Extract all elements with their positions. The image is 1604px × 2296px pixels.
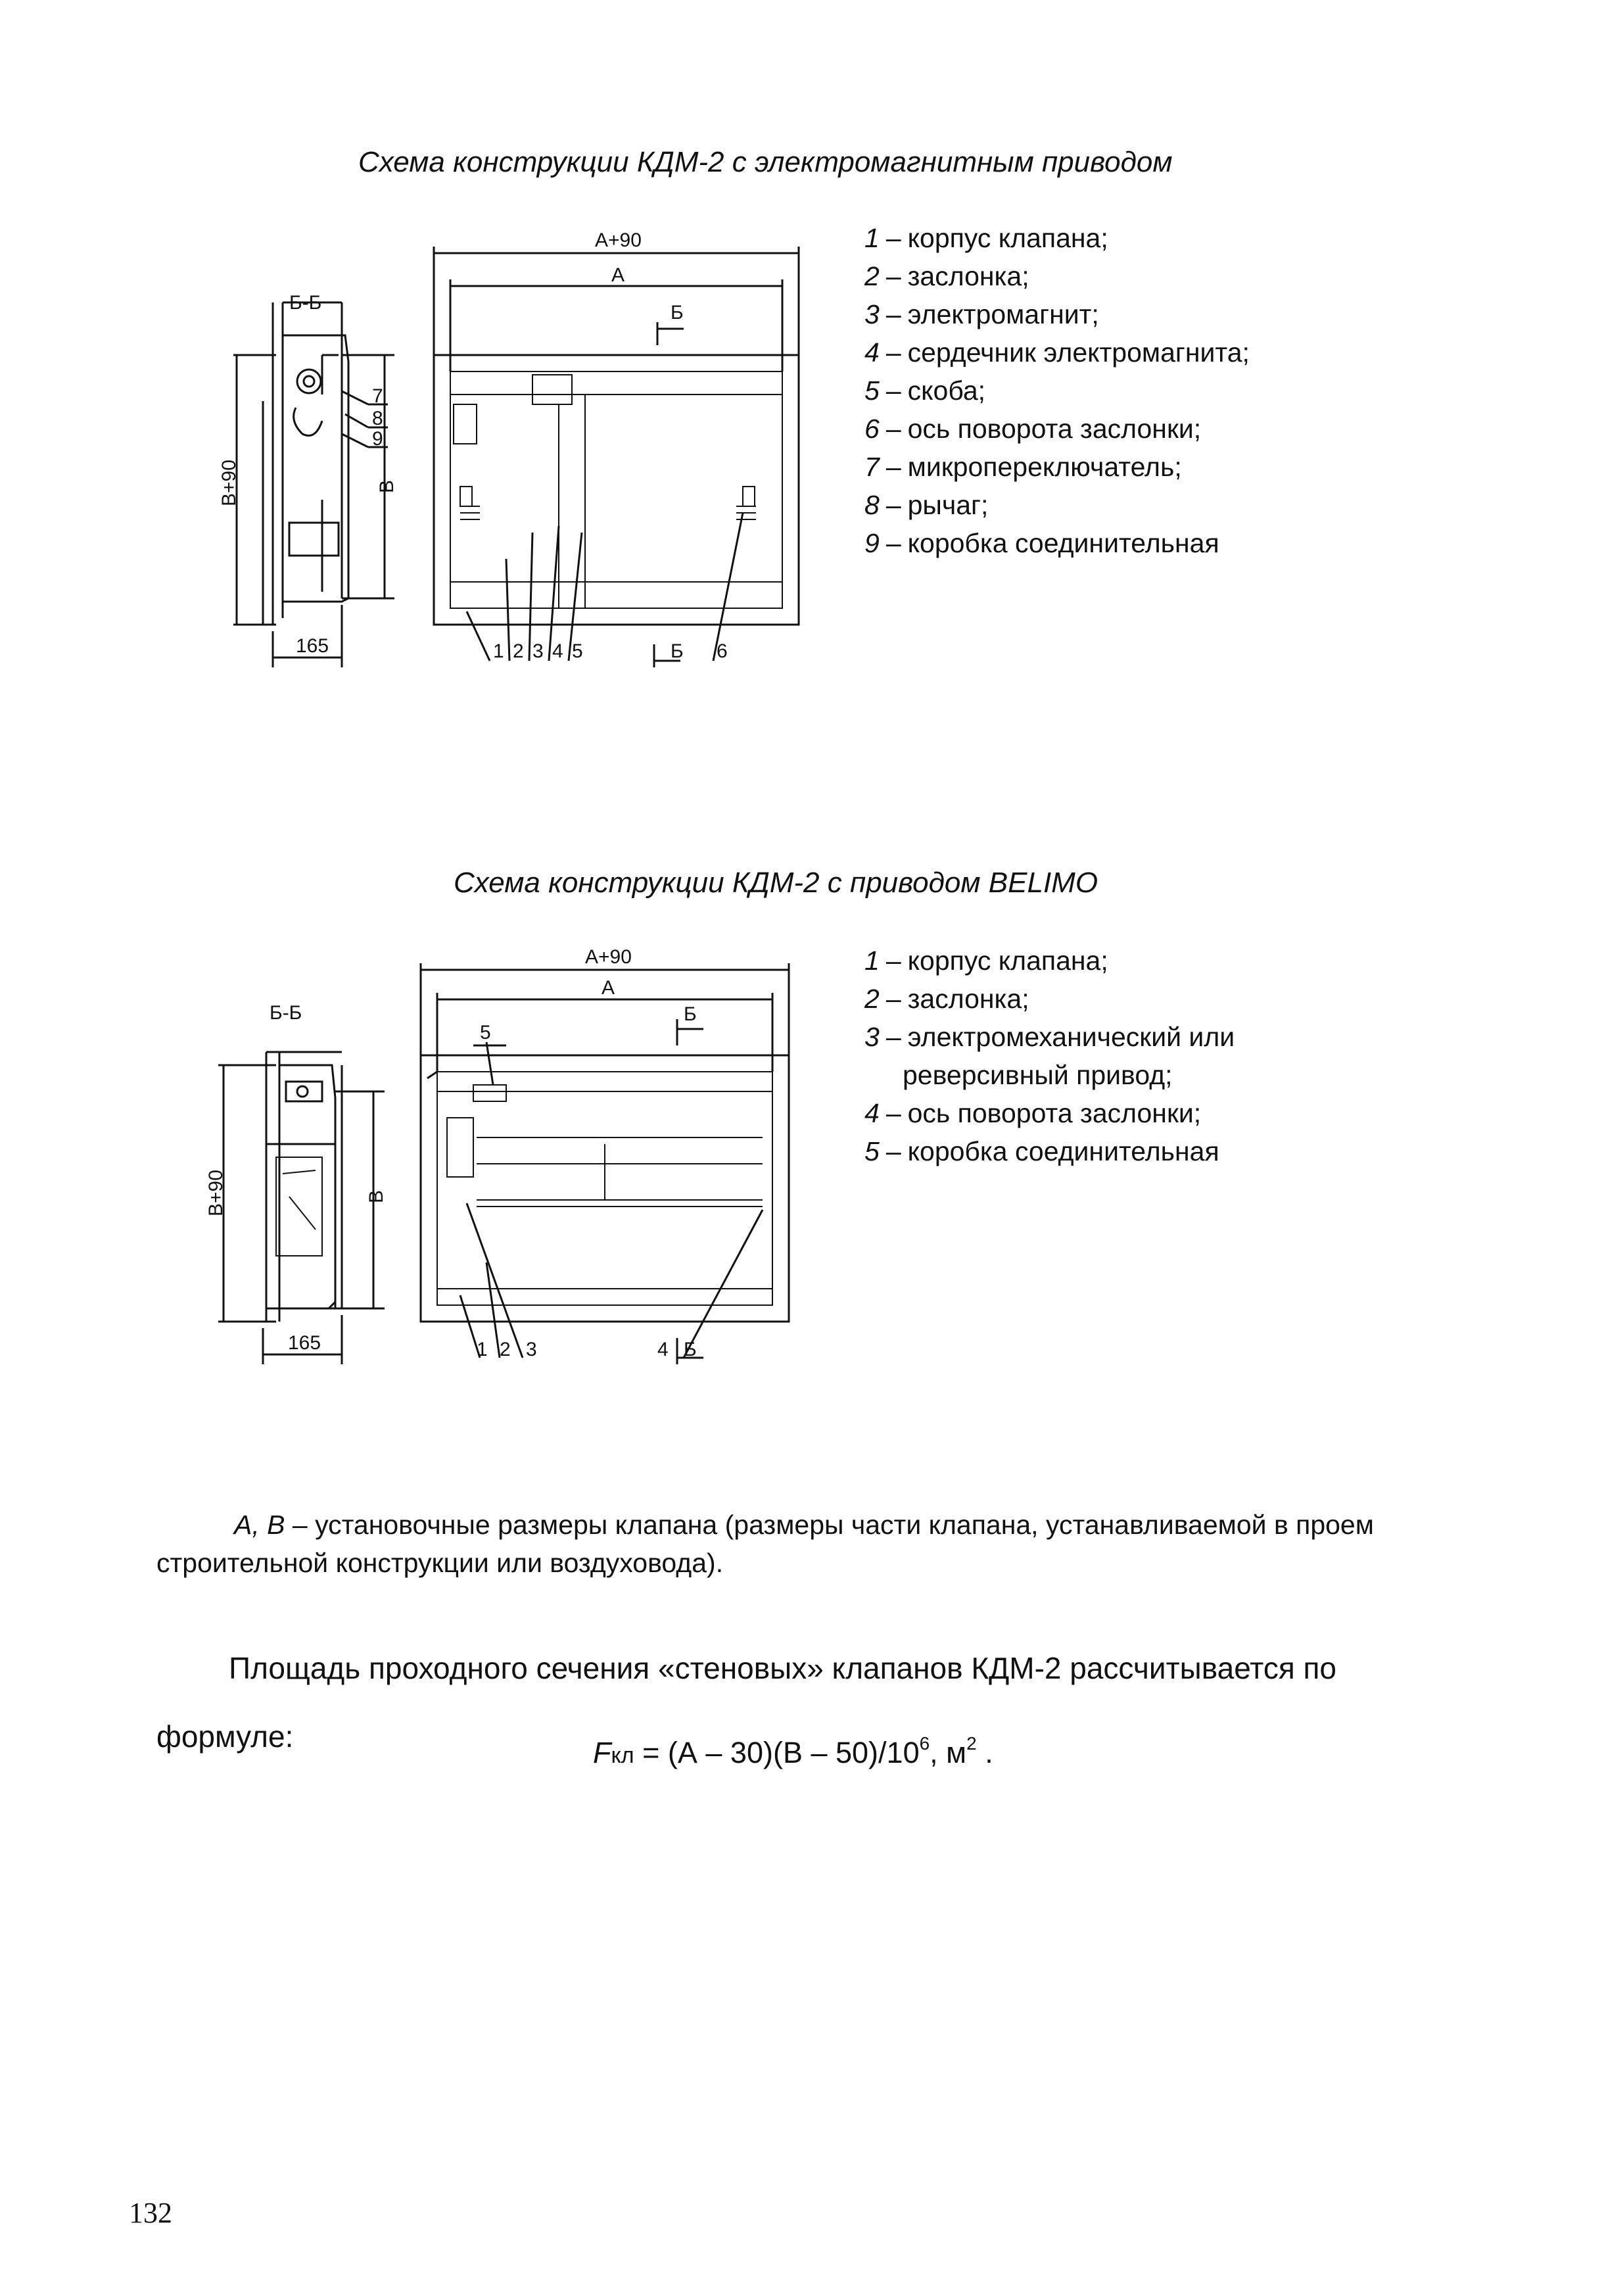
legend-number: 5 <box>864 375 880 406</box>
legend-item: 4 – сердечник электромагнита; <box>864 337 1250 368</box>
legend-text: коробка соединительная <box>907 528 1219 558</box>
legend-number: 2 <box>864 984 880 1014</box>
legend-text: электромагнит; <box>907 299 1099 329</box>
legend-item <box>864 1056 1235 1094</box>
legend-number: 4 <box>864 337 880 368</box>
legend-number: 7 <box>864 452 880 482</box>
diagram1-dim-width: А <box>611 264 625 286</box>
diagram1-section-mark: Б <box>671 302 684 323</box>
diagram1-callout-4: 4 <box>552 640 563 662</box>
dimensions-note: А, В – установочные размеры клапана (размеры части клапана, устанавливаемой в проем строительной конструкции или воздуховода). <box>156 1510 1374 1578</box>
legend-number: 1 <box>864 945 880 976</box>
legend-item: 9 – коробка соединительная <box>864 528 1219 558</box>
legend-item: 4 – ось поворота заслонки; <box>864 1098 1202 1128</box>
diagram1-dim-total-height: В+90 <box>218 460 240 506</box>
formula-body: = (А – 30)(В – 50)/10 <box>634 1736 920 1769</box>
legend-text: микропереключатель; <box>907 452 1182 482</box>
diagram2-drawing <box>205 940 835 1387</box>
diagram2-front-view <box>421 963 789 1364</box>
legend-text: ось поворота заслонки; <box>907 414 1202 444</box>
legend-text: корпус клапана; <box>907 223 1108 253</box>
legend-number: 4 <box>864 1098 880 1128</box>
legend-text: реверсивный привод; <box>903 1060 1173 1090</box>
diagram2-section-mark: Б <box>684 1003 697 1025</box>
legend-text: электромеханический или <box>907 1022 1235 1052</box>
legend-number: 3 <box>864 299 880 329</box>
diagram2-caption: Схема конструкции КДМ-2 с приводом BELIMO <box>454 867 1098 899</box>
legend-item: 1 – корпус клапана; <box>864 223 1108 253</box>
diagram2-callout-1: 1 <box>477 1339 488 1360</box>
legend-item: 5 – коробка соединительная <box>864 1136 1219 1166</box>
note-text: установочные размеры клапана (размеры части клапана, устанавливаемой в проем строительной конструкции или воздуховода). <box>156 1510 1374 1578</box>
diagram1-callout-3: 3 <box>532 640 544 662</box>
formula-f: F <box>593 1736 611 1769</box>
legend-item: 6 – ось поворота заслонки; <box>864 414 1202 444</box>
diagram1-callout-7: 7 <box>372 385 383 407</box>
diagram1-front-view <box>434 247 799 667</box>
legend-number: 3 <box>864 1022 880 1052</box>
diagram1-side-section <box>233 302 394 667</box>
legend-item: 2 – заслонка; <box>864 984 1029 1014</box>
diagram1-callout-2: 2 <box>513 640 524 662</box>
legend-number: 2 <box>864 261 880 291</box>
diagram1-dim-total-width: А+90 <box>595 229 642 251</box>
diagram2-callout-4: 4 <box>657 1339 669 1360</box>
diagram1-caption: Схема конструкции КДМ-2 с электромагнитным приводом <box>358 146 1173 178</box>
legend-number: 6 <box>864 414 880 444</box>
legend-number: 1 <box>864 223 880 253</box>
diagram2-section-mark-bottom: Б <box>684 1339 697 1360</box>
diagram2-dim-width: А <box>602 977 615 999</box>
diagram1-dim-depth: 165 <box>296 635 329 657</box>
legend-text: рычаг; <box>907 490 989 520</box>
legend-item: 7 – микропереключатель; <box>864 452 1182 482</box>
diagram1-callout-9: 9 <box>372 428 383 450</box>
diagram1-callout-1: 1 <box>493 640 504 662</box>
legend-text: сердечник электромагнита; <box>907 337 1250 368</box>
diagram2-dim-depth: 165 <box>288 1332 321 1354</box>
diagram2-callout-3: 3 <box>526 1339 537 1360</box>
diagram2-legend <box>864 942 1235 1170</box>
formula-unit: , м <box>930 1736 967 1769</box>
diagram1-section-label: Б-Б <box>289 292 322 314</box>
legend-item: 5 – скоба; <box>864 375 986 406</box>
diagram2-callout-2: 2 <box>500 1339 511 1360</box>
diagram2-section-label: Б-Б <box>270 1002 302 1024</box>
legend-text: заслонка; <box>907 261 1029 291</box>
area-formula <box>593 1733 993 1770</box>
legend-text: коробка соединительная <box>907 1136 1219 1166</box>
legend-item: 3 – электромеханический или <box>864 1022 1235 1052</box>
legend-text: корпус клапана; <box>907 945 1108 976</box>
diagram1-dim-height: В <box>376 479 398 493</box>
paragraph-text: Площадь проходного сечения «стеновых» клапанов КДМ-2 рассчитывается по формуле: <box>156 1651 1336 1754</box>
diagram1-drawing <box>217 224 841 684</box>
legend-item: 2 – заслонка; <box>864 261 1029 291</box>
legend-text: скоба; <box>907 375 986 406</box>
diagram1-section-mark-bottom: Б <box>671 640 684 662</box>
legend-number: 8 <box>864 490 880 520</box>
diagram2-callout-5: 5 <box>480 1022 491 1043</box>
legend-item: 1 – корпус клапана; <box>864 945 1108 976</box>
legend-text: заслонка; <box>907 984 1029 1014</box>
legend-text: ось поворота заслонки; <box>907 1098 1202 1128</box>
formula-exp1: 6 <box>919 1733 930 1754</box>
legend-item: 8 – рычаг; <box>864 490 989 520</box>
formula-sub: кл <box>611 1743 634 1768</box>
legend-item: 3 – электромагнит; <box>864 299 1099 329</box>
diagram2-dim-total-width: А+90 <box>585 946 632 968</box>
formula-end: . <box>976 1736 993 1769</box>
page-number: 132 <box>129 2197 172 2229</box>
diagram2-side-section <box>218 1052 385 1364</box>
legend-number: 9 <box>864 528 880 558</box>
formula-exp2: 2 <box>966 1733 977 1754</box>
diagram1-callout-6: 6 <box>717 640 728 662</box>
diagram1-legend <box>864 219 1250 562</box>
diagram1-callout-8: 8 <box>372 408 383 429</box>
diagram2-dim-height: В <box>366 1189 387 1203</box>
diagram2-dim-total-height: В+90 <box>205 1170 227 1216</box>
legend-number: 5 <box>864 1136 880 1166</box>
note-vars: А, В <box>234 1510 285 1540</box>
diagram1-callout-5: 5 <box>572 640 583 662</box>
